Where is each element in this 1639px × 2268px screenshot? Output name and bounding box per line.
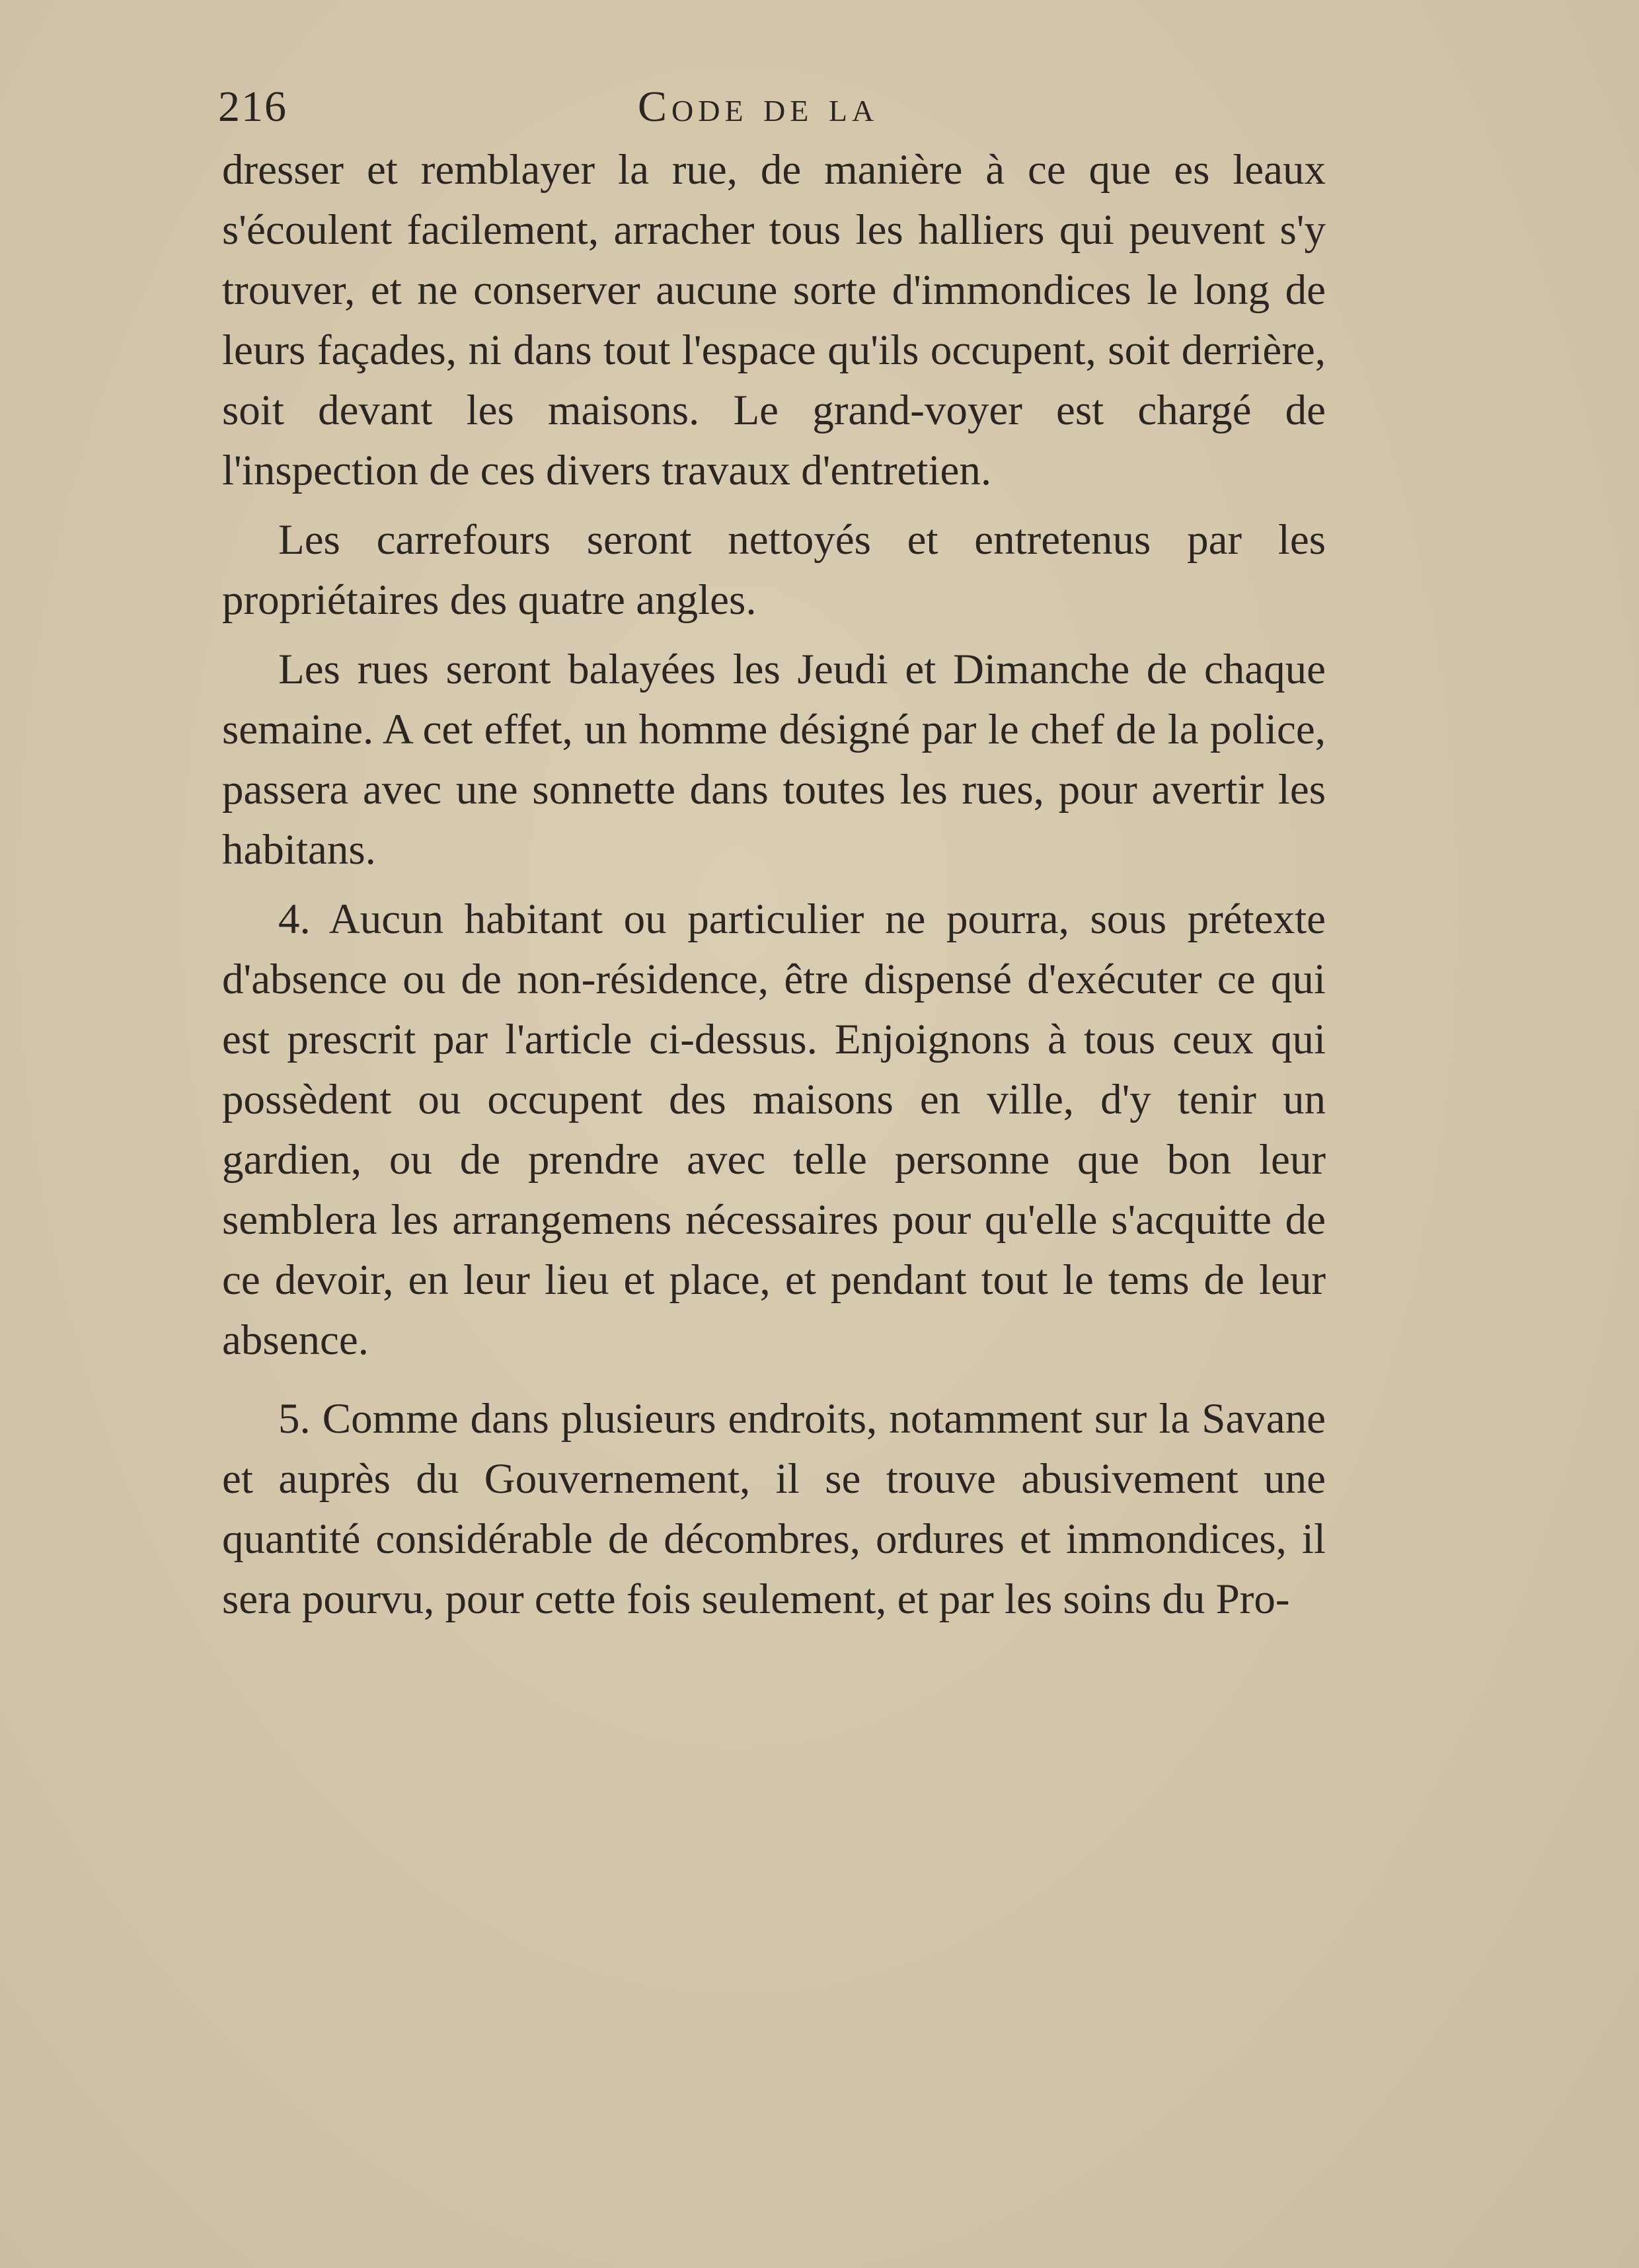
paragraph-continuation: dresser et remblayer la rue, de manière à ce que es leaux s'écoulent facilement, arracher tous les halliers qui peuvent s'y trouver, et ne conserver aucune sorte d'immondices le long de leurs façades, ni dans tout l'espace qu'ils occupent, soit derrière, soit devant les maisons. Le grand-voyer est chargé de l'inspection de ces divers travaux d'entretien. (222, 146, 1326, 494)
running-title: Code de la (638, 83, 879, 131)
article-5: 5. Comme dans plusieurs endroits, notamment sur la Savane et auprès du Gouvernement, il se trouve abusivement une quantité considérable de décombres, ordures et immondices, il sera pourvu, pour cette fois seulement, et par les soins du Pro- (222, 1395, 1326, 1623)
article-4: 4. Aucun habitant ou particulier ne pourra, sous prétexte d'absence ou de non-résidence, être dispensé d'exécuter ce qui est prescrit par l'article ci-dessus. Enjoignons à tous ceux qui possèdent ou occupent des maisons en ville, d'y tenir un gardien, ou de prendre avec telle personne que bon leur semblera les arrangemens nécessaires pour qu'elle s'acquitte de ce devoir, en leur lieu et place, et pendant tout le tems de leur absence. (222, 895, 1326, 1364)
paragraph-carrefours: Les carrefours seront nettoyés et entretenus par les propriétaires des quatre angles. (222, 516, 1326, 624)
paragraph-rues-balayees: Les rues seront balayées les Jeudi et Dimanche de chaque semaine. A cet effet, un homme désigné par le chef de la police, passera avec une sonnette dans toutes les rues, pour avertir les habitans. (222, 646, 1326, 874)
page-header (218, 82, 1355, 141)
body-text (222, 140, 1326, 1630)
page-number: 216 (218, 83, 287, 131)
